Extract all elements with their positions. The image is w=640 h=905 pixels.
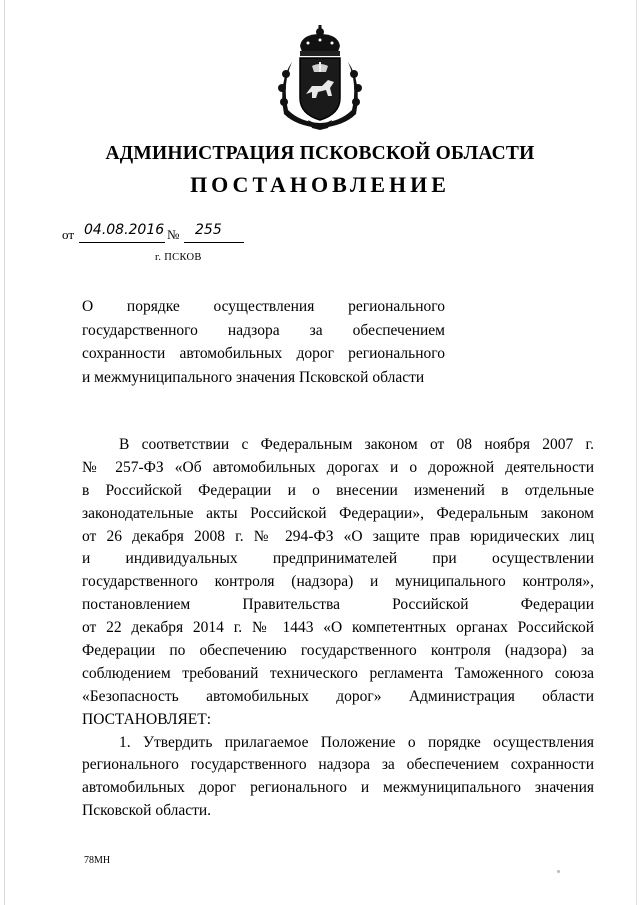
number-handwritten: 255 [195, 222, 222, 238]
footer-code: 78МН [84, 855, 111, 866]
body-line: Федерации по обеспечению государственного контроля (надзора) за [82, 642, 594, 660]
date-prefix: от [62, 227, 75, 242]
subject-line: сохранности автомобильных дорог регионального [82, 345, 445, 362]
body-line: и индивидуальных предпринимателей при осуществлении [82, 550, 594, 568]
body-line: ПОСТАНОВЛЯЕТ: [82, 710, 212, 728]
scan-speck [557, 870, 560, 873]
body-line: автомобильных дорог регионального и межмуниципального значения [82, 779, 594, 797]
subject-line: государственного надзора за обеспечением [82, 321, 445, 339]
subject-block [82, 295, 445, 389]
document-type-title: ПОСТАНОВЛЕНИЕ [190, 172, 450, 197]
number-underline [184, 242, 244, 243]
body-line: № 257-ФЗ «Об автомобильных дорогах и о дорожной деятельности [82, 458, 594, 476]
scan-edge-left [4, 0, 5, 905]
body-line: соблюдением требований технического регламента Таможенного союза [82, 664, 594, 682]
body-line: законодательные акты Российской Федерации», Федеральным законом [82, 504, 594, 522]
organization-title: АДМИНИСТРАЦИЯ ПСКОВСКОЙ ОБЛАСТИ [105, 143, 535, 164]
city-label: г. ПСКОВ [155, 252, 202, 263]
subject-line: О порядке осуществления регионального [82, 298, 445, 315]
subject-line: и межмуниципального значения Псковской области [82, 368, 425, 386]
body-line: В соответствии с Федеральным законом от 08 ноября 2007 г. [119, 436, 594, 453]
body-line: Псковской области. [82, 802, 212, 820]
body-line: от 22 декабря 2014 г. № 1443 «О компетентных органах Российской [82, 619, 594, 637]
body-line: «Безопасность автомобильных дорог» Администрация области [82, 687, 594, 705]
number-prefix: № [167, 227, 180, 242]
scan-edge-right [636, 0, 637, 905]
body-line: постановлением Правительства Российской Федерации [82, 596, 594, 614]
body-line: 1. Утвердить прилагаемое Положение о порядке осуществления [119, 733, 594, 751]
date-handwritten: 04.08.2016 [84, 222, 165, 238]
pskov-coat-of-arms-icon [272, 22, 368, 132]
body-line: регионального государственного надзора за обеспечением сохранности [82, 756, 594, 774]
body-line: от 26 декабря 2008 г. № 294-ФЗ «О защите прав юридических лиц [82, 527, 594, 545]
resolution-body [82, 434, 594, 823]
date-underline [79, 242, 165, 243]
body-line: в Российской Федерации и о внесении изменений в отдельные [82, 481, 594, 499]
body-line: государственного контроля (надзора) и муниципального контроля», [82, 573, 594, 591]
